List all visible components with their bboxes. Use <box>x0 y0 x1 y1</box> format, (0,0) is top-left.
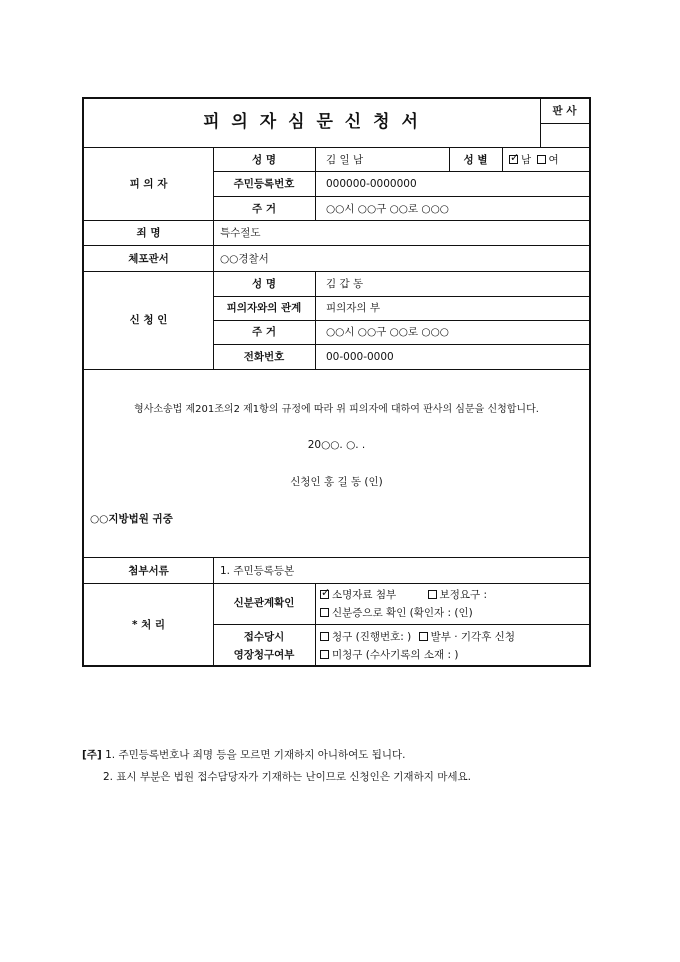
requested-checkbox[interactable] <box>320 632 329 641</box>
evidence-attached-checkbox[interactable] <box>320 590 329 599</box>
footnote-1-text: 1. 주민등록번호나 죄명 등을 모르면 기재하지 아니하여도 됩니다. <box>101 749 406 761</box>
not-requested-checkbox[interactable] <box>320 650 329 659</box>
row-divider <box>84 557 589 558</box>
footnote-2: 2. 표시 부분은 법원 접수담당자가 기재하는 난이므로 신청인은 기재하지 마세요. <box>103 771 471 783</box>
gender-female-checkbox[interactable] <box>537 155 546 164</box>
id-check-checkbox[interactable] <box>320 608 329 617</box>
suspect-address-label: 주 거 <box>252 203 276 215</box>
col-divider <box>502 147 503 171</box>
issue-label: 발부 · 기각후 신청 <box>430 631 515 643</box>
processing-label: * 처 리 <box>131 619 166 631</box>
application-form <box>82 97 591 667</box>
suspect-rrn-value: 000000-0000000 <box>326 178 417 190</box>
footnote-1 <box>82 744 471 766</box>
identity-options-row1 <box>320 588 487 602</box>
not-requested-label: 미청구 (수사기록의 소재 : ) <box>332 649 459 661</box>
gender-female-label: 여 <box>548 154 559 166</box>
row-divider <box>84 220 589 221</box>
row-divider <box>84 271 589 272</box>
receipt-label-line1: 접수당시 <box>243 631 285 643</box>
arrest-office-value: ○○경찰서 <box>220 253 269 265</box>
row-divider <box>84 369 589 370</box>
applicant-signature: 신청인 홍 길 동 (인) <box>290 476 383 488</box>
footnote-mark: [주] <box>82 749 102 761</box>
supplement-request-label: 보정요구 : <box>439 589 487 601</box>
applicant-phone-value: 00-000-0000 <box>326 351 394 363</box>
id-check-label: 신분증으로 확인 (확인자 : (인) <box>332 607 473 619</box>
crime-label: 죄 명 <box>136 227 161 239</box>
applicant-phone-label: 전화번호 <box>243 351 285 363</box>
gender-label: 성 별 <box>463 154 488 166</box>
row-divider <box>213 320 589 321</box>
judge-box-divider <box>540 123 589 124</box>
row-divider <box>213 171 589 172</box>
arrest-office-label: 체포관서 <box>128 253 169 265</box>
receipt-label-line2: 영장청구여부 <box>233 649 295 661</box>
gender-options <box>509 153 559 167</box>
judge-label: 판 사 <box>552 105 577 117</box>
evidence-attached-label: 소명자료 첨부 <box>332 589 397 601</box>
issue-checkbox[interactable] <box>419 632 428 641</box>
requested-label: 청구 (진행번호: ) <box>332 631 412 643</box>
gender-male-label: 남 <box>521 154 532 166</box>
supplement-request-checkbox[interactable] <box>428 590 437 599</box>
col-divider <box>315 147 316 220</box>
receipt-options-row2 <box>320 648 459 662</box>
applicant-section-label: 신 청 인 <box>129 314 168 326</box>
suspect-rrn-label: 주민등록번호 <box>233 178 295 190</box>
col-divider <box>315 583 316 667</box>
suspect-section-label: 피 의 자 <box>129 178 168 190</box>
applicant-name-value: 김 갑 동 <box>326 278 364 290</box>
application-date: 20○○. ○. . <box>307 439 366 451</box>
applicant-address-label: 주 거 <box>252 326 276 338</box>
suspect-name-value: 김 일 남 <box>326 154 364 166</box>
row-divider <box>213 344 589 345</box>
attachments-value: 1. 주민등록등본 <box>220 565 295 577</box>
receipt-options-row1 <box>320 630 515 644</box>
suspect-address-value: ○○시 ○○구 ○○로 ○○○ <box>326 203 449 215</box>
row-divider <box>84 147 589 148</box>
row-divider <box>213 296 589 297</box>
row-divider <box>213 624 589 625</box>
applicant-relation-value: 피의자의 부 <box>326 302 381 314</box>
applicant-address-value: ○○시 ○○구 ○○로 ○○○ <box>326 326 449 338</box>
col-divider <box>315 271 316 369</box>
row-divider <box>84 583 589 584</box>
row-divider <box>84 245 589 246</box>
crime-value: 특수절도 <box>220 227 261 239</box>
form-title: 피 의 자 심 문 신 청 서 <box>203 112 421 132</box>
identity-check-label: 신분관계확인 <box>233 597 295 609</box>
applicant-relation-label: 피의자와의 관계 <box>226 302 302 314</box>
footnotes <box>82 744 471 788</box>
identity-options-row2 <box>320 606 473 620</box>
attachments-label: 첨부서류 <box>128 565 169 577</box>
suspect-name-label: 성 명 <box>252 154 276 166</box>
applicant-name-label: 성 명 <box>252 278 276 290</box>
row-divider <box>213 196 589 197</box>
gender-male-checkbox[interactable] <box>509 155 518 164</box>
statement-text: 형사소송법 제201조의2 제1항의 규정에 따라 위 피의자에 대하여 판사의 심문을 신청합니다. <box>134 404 539 415</box>
court-addressee: ○○지방법원 귀중 <box>90 513 173 525</box>
